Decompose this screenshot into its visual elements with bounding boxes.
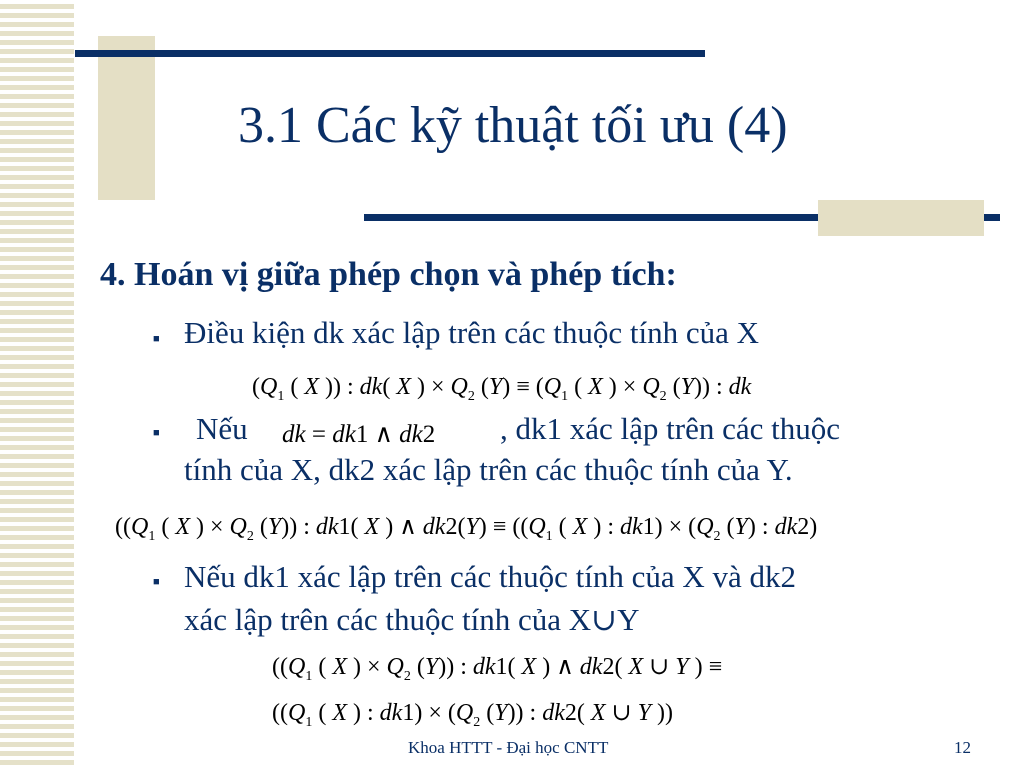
slide-title: 3.1 Các kỹ thuật tối ưu (4) <box>238 97 788 154</box>
bullet-2-prefix: Nếu <box>196 411 248 446</box>
formula-3-line1 <box>272 648 872 688</box>
formula-2 <box>115 508 1020 548</box>
bullet-2-line2: tính của X, dk2 xác lập trên các thuộc tính của Y. <box>184 452 793 487</box>
bullet-marker-1: ■ <box>153 333 160 345</box>
bullet-marker-3: ■ <box>153 576 160 588</box>
formula-3-line2-text: (($Q_1$ ( X ) : $dk1) \times (Q_2$ (Y)) : dk2( X ∪ Y )) <box>272 700 673 730</box>
bullet-marker-2: ■ <box>153 427 160 439</box>
footer-center-text: Khoa HTTT - Đại học CNTT <box>408 738 609 757</box>
bullet-2-suffix: , dk1 xác lập trên các thuộc <box>500 411 840 446</box>
decorative-stripe-band <box>0 0 74 768</box>
formula-3-line2 <box>272 694 832 734</box>
footer-page-number: 12 <box>954 738 971 757</box>
formula-1-text: ($Q_1$ ( X )) : dk( X ) × $Q_2$ $(Y) \equiv (Q_1$ ( X ) × $Q_2$ (Y)) : dk <box>252 374 752 404</box>
section-heading: 4. Hoán vị giữa phép chọn và phép tích: <box>100 256 677 293</box>
formula-inline <box>282 414 502 454</box>
decorative-title-block <box>98 36 155 200</box>
bullet-3-line2: xác lập trên các thuộc tính của X∪Y <box>184 602 640 637</box>
formula-inline-text: dk = dk1 ∧ dk2 <box>282 421 436 448</box>
decorative-accent-block <box>818 200 984 236</box>
formula-3-line1-text: (($Q_1$ ( X ) × $Q_2$ (Y)) : dk1( X ) ∧ dk2( X ∪ Y ) ≡ <box>272 654 723 684</box>
formula-1 <box>252 368 932 408</box>
bullet-1-text: Điều kiện dk xác lập trên các thuộc tính của X <box>184 315 759 350</box>
bullet-3-line1: Nếu dk1 xác lập trên các thuộc tính của X và dk2 <box>184 559 797 594</box>
title-rule-top <box>75 50 705 57</box>
formula-2-text: (($Q_1$ ( X ) × $Q_2$ (Y)) : dk1( X ) ∧ $dk2(Y) \equiv ((Q_1$ ( X ) : $dk1) \times (Q_2$ (Y) : dk2) <box>115 514 818 544</box>
